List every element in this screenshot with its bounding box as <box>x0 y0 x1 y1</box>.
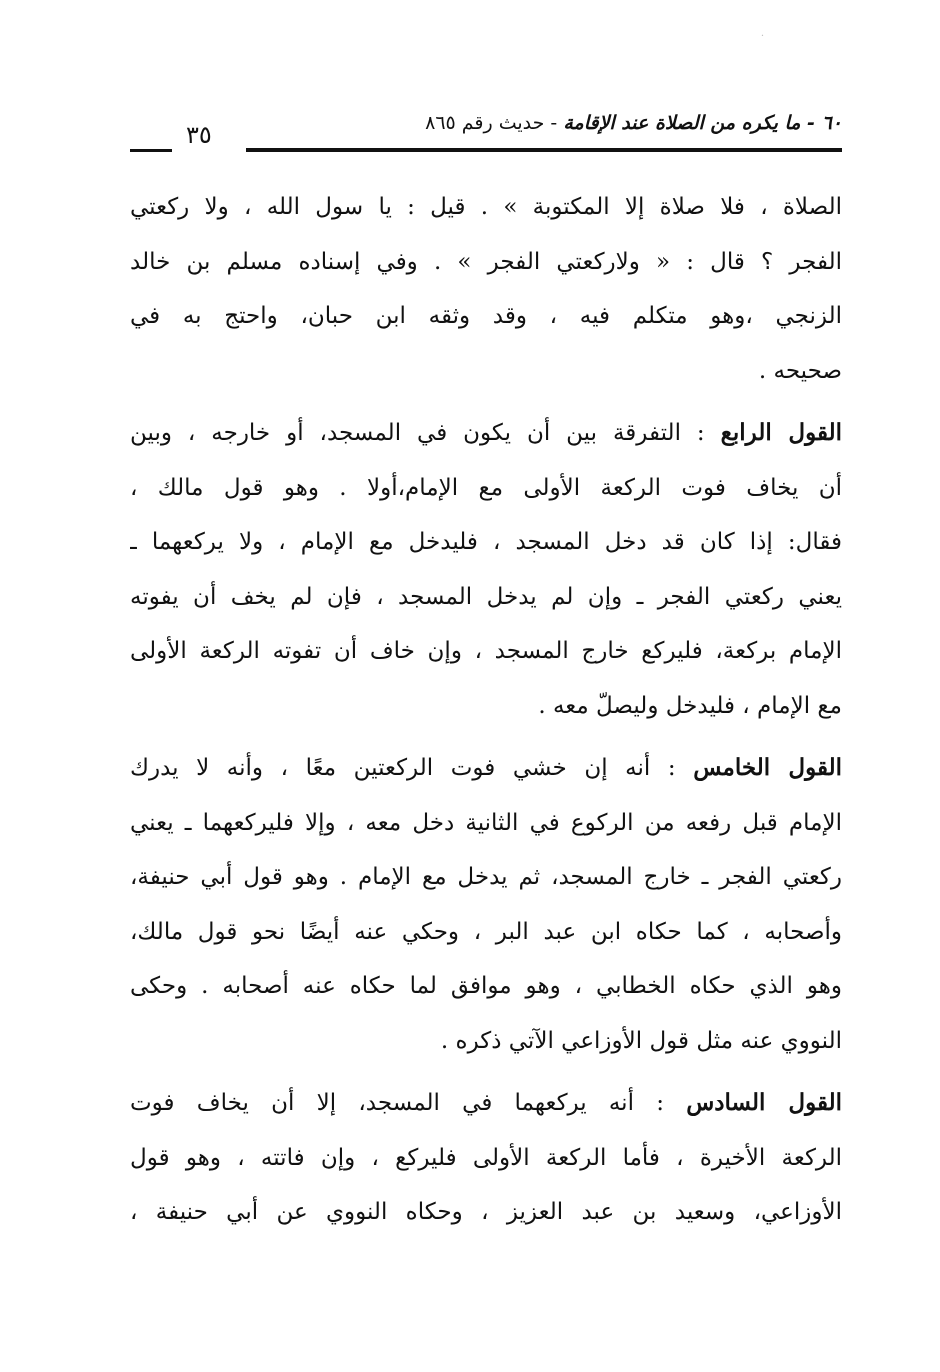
text-line: الإمام بركعة، فليركع خارج المسجد ، وإن خاف أن تفوته الركعة الأولى <box>130 638 842 664</box>
text-line <box>130 741 842 796</box>
text-line: صحيحه . <box>758 357 842 384</box>
chapter-title: ٦٠ - ما يكره من الصلاة عند الإقامة <box>563 112 842 134</box>
text-line: النووي عنه مثل قول الأوزاعي الآتي ذكره . <box>440 1027 842 1054</box>
scan-mark: . <box>760 28 764 39</box>
paragraph <box>130 1076 842 1240</box>
text-line: يعني ركعتي الفجر ـ وإن لم يدخل المسجد ، فإن لم يخف أن يفوته <box>130 583 842 610</box>
page-number-dash <box>130 149 172 152</box>
paragraph <box>130 180 842 398</box>
header-rule <box>246 148 842 152</box>
header-title <box>425 108 842 138</box>
body-text <box>130 180 842 1240</box>
text-run: : التفرقة بين أن يكون في المسجد، أو خارجه ، وبين <box>130 420 705 446</box>
text-line: الزنجي ،وهو متكلم فيه ، وقد وثقه ابن حبان، واحتج به في <box>130 303 842 329</box>
text-line: فقال: إذا كان قد دخل المسجد ، فليدخل مع الإمام ، ولا يركعهما ـ <box>130 529 842 555</box>
text-line: وهو الذي حكاه الخطابي ، وهو موافق لما حكاه عنه أصحابه . وحكى <box>130 973 842 999</box>
running-header <box>130 108 842 160</box>
text-line: وأصحابه ، كما حكاه ابن عبد البر ، وحكي عنه أيضًا نحو قول مالك، <box>130 918 842 945</box>
text-run: : أنه يركعهما في المسجد، إلا أن يخاف فوت <box>130 1090 664 1116</box>
text-line: الأوزاعي، وسعيد بن عبد العزيز ، وحكاه النووي عن أبي حنيفة ، <box>130 1199 842 1225</box>
text-line: الفجر ؟ قال : « ولاركعتي الفجر » . وفي إسناده مسلم بن خالد <box>130 248 842 275</box>
section-term: القول الرابع <box>720 419 842 446</box>
page-number: ٣٥ <box>186 121 212 149</box>
text-run: : أنه إن خشي فوت الركعتين معًا ، وأنه لا يدرك <box>130 755 676 781</box>
text-line: الصلاة ، فلا صلاة إلا المكتوبة » . قيل : يا سول الله ، ولا ركعتي <box>130 194 842 220</box>
text-line: ركعتي الفجر ـ خارج المسجد، ثم يدخل مع الإمام . وهو قول أبي حنيفة، <box>130 864 842 890</box>
section-term: القول الخامس <box>693 754 842 781</box>
text-line <box>130 1076 842 1131</box>
hadith-reference: - حديث رقم ٨٦٥ <box>425 112 558 134</box>
paragraph <box>130 406 842 733</box>
section-term: القول السادس <box>686 1089 842 1116</box>
text-line: مع الإمام ، فليدخل وليصلّ معه . <box>538 692 842 719</box>
text-line <box>130 406 842 461</box>
text-line: الركعة الأخيرة ، فأما الركعة الأولى فليركع ، وإن فاتته ، وهو قول <box>130 1144 842 1171</box>
text-line: الإمام قبل رفعه من الركوع في الثانية دخل معه ، وإلا فليركعهما ـ يعني <box>130 809 842 836</box>
paragraph <box>130 741 842 1068</box>
text-line: أن يخاف فوت الركعة الأولى مع الإمام،أولا . وهو قول مالك ، <box>130 474 842 501</box>
